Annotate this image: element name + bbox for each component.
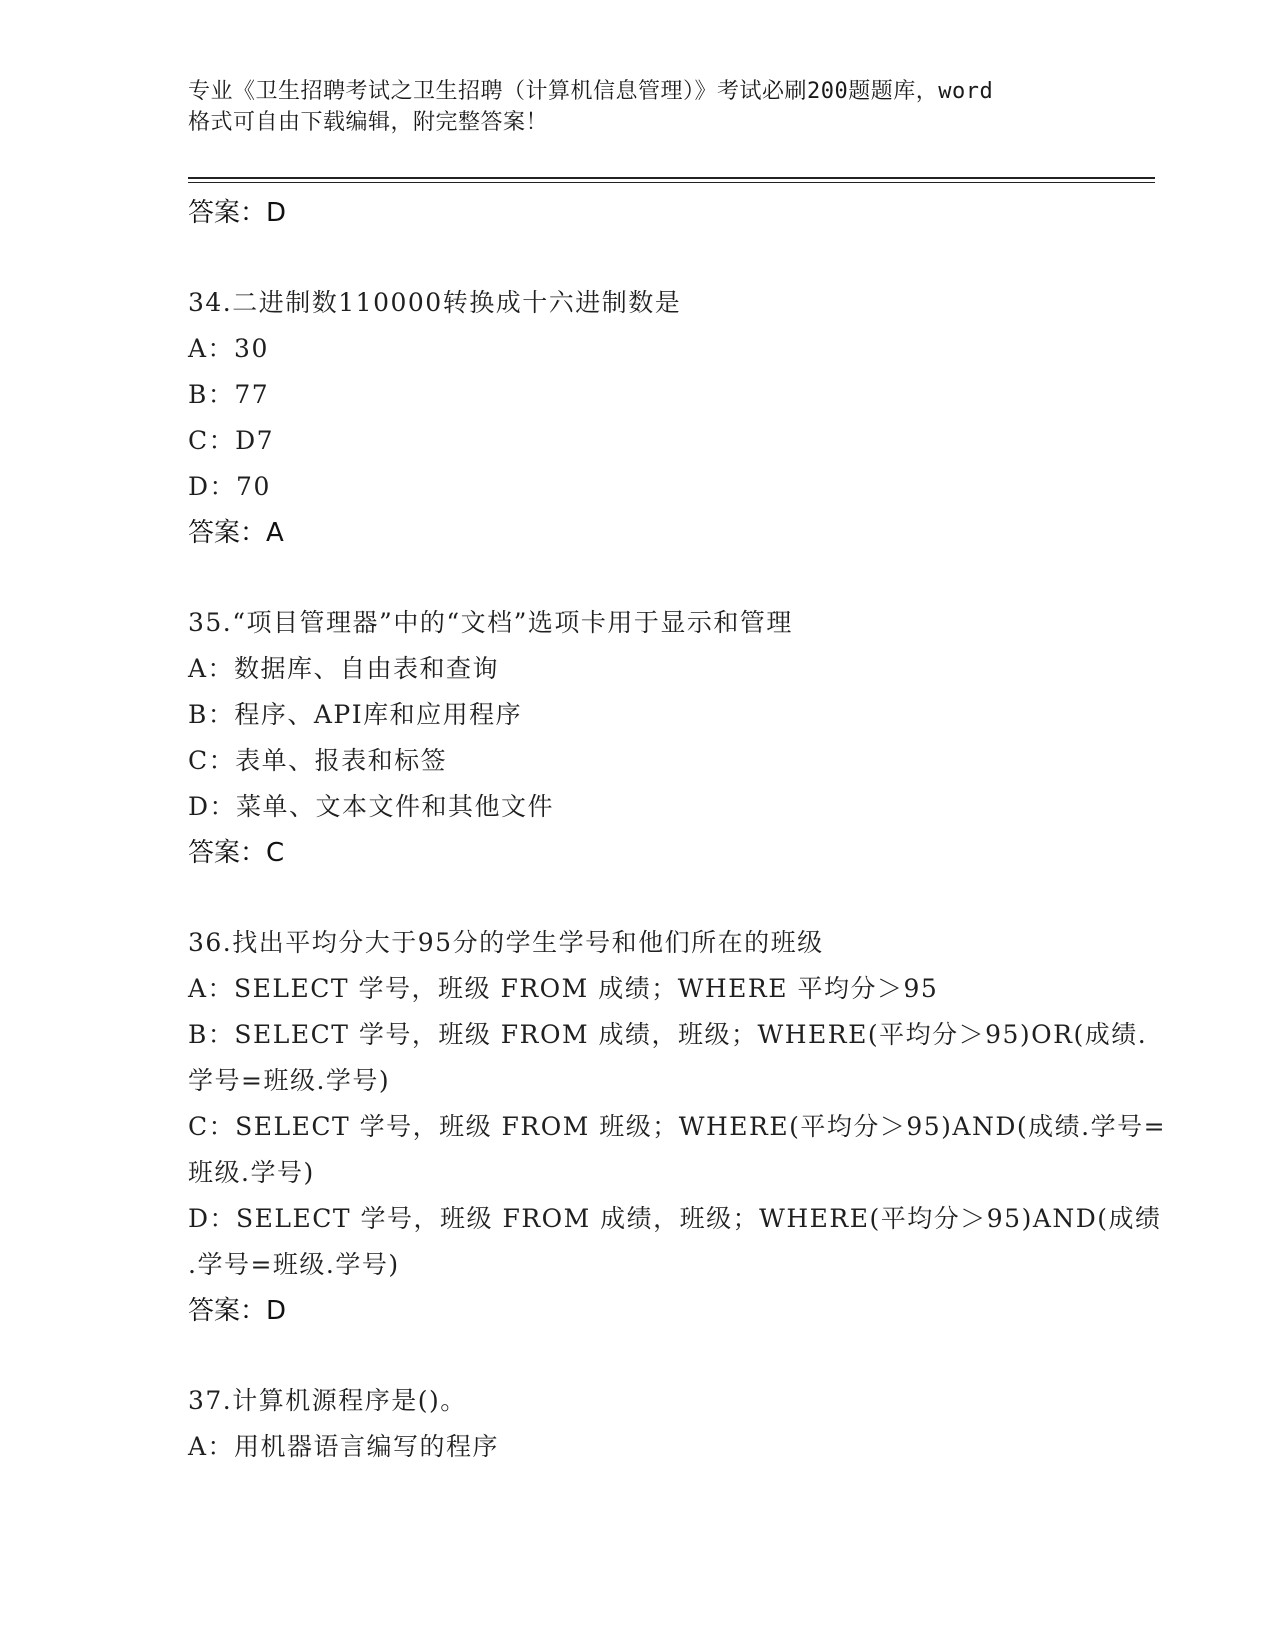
spacer: [188, 236, 1088, 280]
option-d-line-1: D：SELECT 学号，班级 FROM 成绩，班级；WHERE(平均分＞95)AND(成绩: [188, 1204, 1162, 1233]
header-divider-thick: [188, 177, 1155, 179]
spacer: [188, 1334, 1088, 1378]
spacer: [188, 556, 1088, 600]
question-stem: 36.找出平均分大于95分的学生学号和他们所在的班级: [188, 928, 824, 957]
option-c-line-1: C：SELECT 学号，班级 FROM 班级；WHERE(平均分＞95)AND(成绩.学号=: [188, 1112, 1167, 1141]
option-a: A：SELECT 学号，班级 FROM 成绩；WHERE 平均分＞95: [188, 974, 939, 1003]
question-34: [188, 280, 1088, 556]
option-b-line-2: 学号=班级.学号): [188, 1066, 391, 1095]
page-header: [188, 76, 1088, 138]
answer-34: 答案：A: [188, 518, 284, 548]
question-content: [188, 190, 1167, 1470]
option-c-line-2: 班级.学号): [188, 1158, 315, 1187]
answer-33: 答案：D: [188, 198, 287, 228]
question-stem: 37.计算机源程序是()。: [188, 1386, 467, 1415]
question-37: [188, 1378, 1088, 1470]
option-b: B：77: [188, 380, 270, 409]
option-b: B：程序、API库和应用程序: [188, 700, 523, 729]
option-c: C：D7: [188, 426, 275, 455]
option-d: D：70: [188, 472, 271, 501]
header-line-2: 格式可自由下载编辑，附完整答案！: [188, 110, 549, 135]
option-a: A：用机器语言编写的程序: [188, 1432, 500, 1461]
header-divider-thin: [188, 182, 1155, 183]
option-b-line-1: B：SELECT 学号，班级 FROM 成绩，班级；WHERE(平均分＞95)OR(成绩.: [188, 1020, 1148, 1049]
option-c: C：表单、报表和标签: [188, 746, 448, 775]
spacer: [188, 876, 1088, 920]
question-stem: 35.“项目管理器”中的“文档”选项卡用于显示和管理: [188, 608, 793, 637]
question-35: [188, 600, 1088, 876]
header-line-1: 专业《卫生招聘考试之卫生招聘（计算机信息管理）》考试必刷200题题库，word: [188, 79, 994, 104]
option-d: D：菜单、文本文件和其他文件: [188, 792, 555, 821]
answer-35: 答案：C: [188, 838, 285, 868]
option-d-line-2: .学号=班级.学号): [188, 1250, 400, 1279]
answer-36: 答案：D: [188, 1296, 287, 1326]
question-stem: 34.二进制数110000转换成十六进制数是: [188, 288, 682, 317]
option-a: A：数据库、自由表和查询: [188, 654, 500, 683]
option-a: A：30: [188, 334, 269, 363]
question-36: [188, 920, 1167, 1334]
